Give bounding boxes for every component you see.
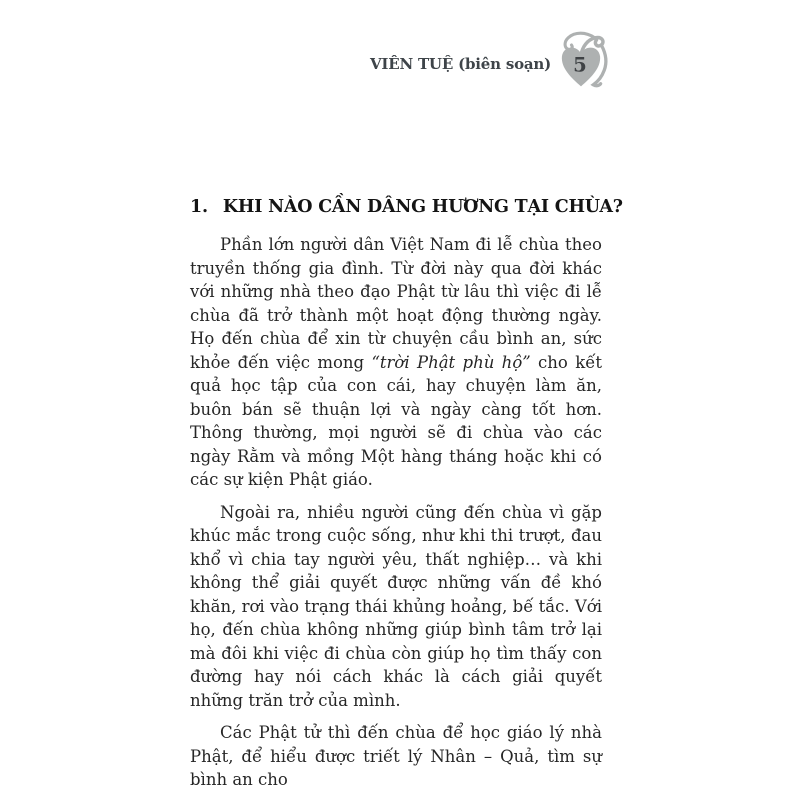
chapter-heading — [190, 197, 623, 217]
heading-text: KHI NÀO CẦN DÂNG HƯƠNG TẠI CHÙA? — [222, 197, 623, 217]
paragraph-1-text-start: Phần lớn người dân Việt Nam đi lễ chùa theo truyền thống gia đình. Từ đời này qua đời khác với những nhà theo đạo Phật từ lâu thì việc đi lễ chùa đã trở thành một hoạt động thường ngày. Họ đến chùa để xin từ chuyện cầu bình an, sức khỏe đến việc mong — [190, 235, 602, 372]
running-header — [370, 26, 614, 92]
heading-number: 1. — [190, 197, 208, 217]
heart-flourish-icon — [548, 26, 614, 92]
paragraph-1 — [190, 233, 602, 492]
page-number: 5 — [573, 53, 587, 77]
paragraph-3: Các Phật tử thì đến chùa để học giáo lý nhà Phật, để hiểu được triết lý Nhân – Quả, tìm sự bình an cho — [190, 723, 602, 789]
running-title: VIÊN TUỆ (biên soạn) — [369, 55, 551, 73]
paragraph-1-italic-phrase: “trời Phật phù hộ” — [371, 352, 531, 372]
text-column — [190, 197, 623, 801]
paragraph-2: Ngoài ra, nhiều người cũng đến chùa vì gặp khúc mắc trong cuộc sống, như khi thi trượt, đau khổ vì chia tay người yêu, thất nghiệp… và khi không thể giải quyết được những vấn đề khó khăn, rơi vào trạng thái khủng hoảng, bế tắc. Với họ, đến chùa không những giúp bình tâm trở lại mà đôi khi việc đi chùa còn giúp họ tìm thấy con đường hay nói cách khác là cách giải quyết những trăn trở của mình. — [190, 502, 602, 710]
paragraph-1-text-end: cho kết quả học tập của con cái, hay chuyện làm ăn, buôn bán sẽ thuận lợi và ngày càng tốt hơn. Thông thường, mọi người sẽ đi chùa vào các ngày Rằm và mồng Một hàng tháng hoặc khi có các sự kiện Phật giáo. — [190, 352, 602, 489]
